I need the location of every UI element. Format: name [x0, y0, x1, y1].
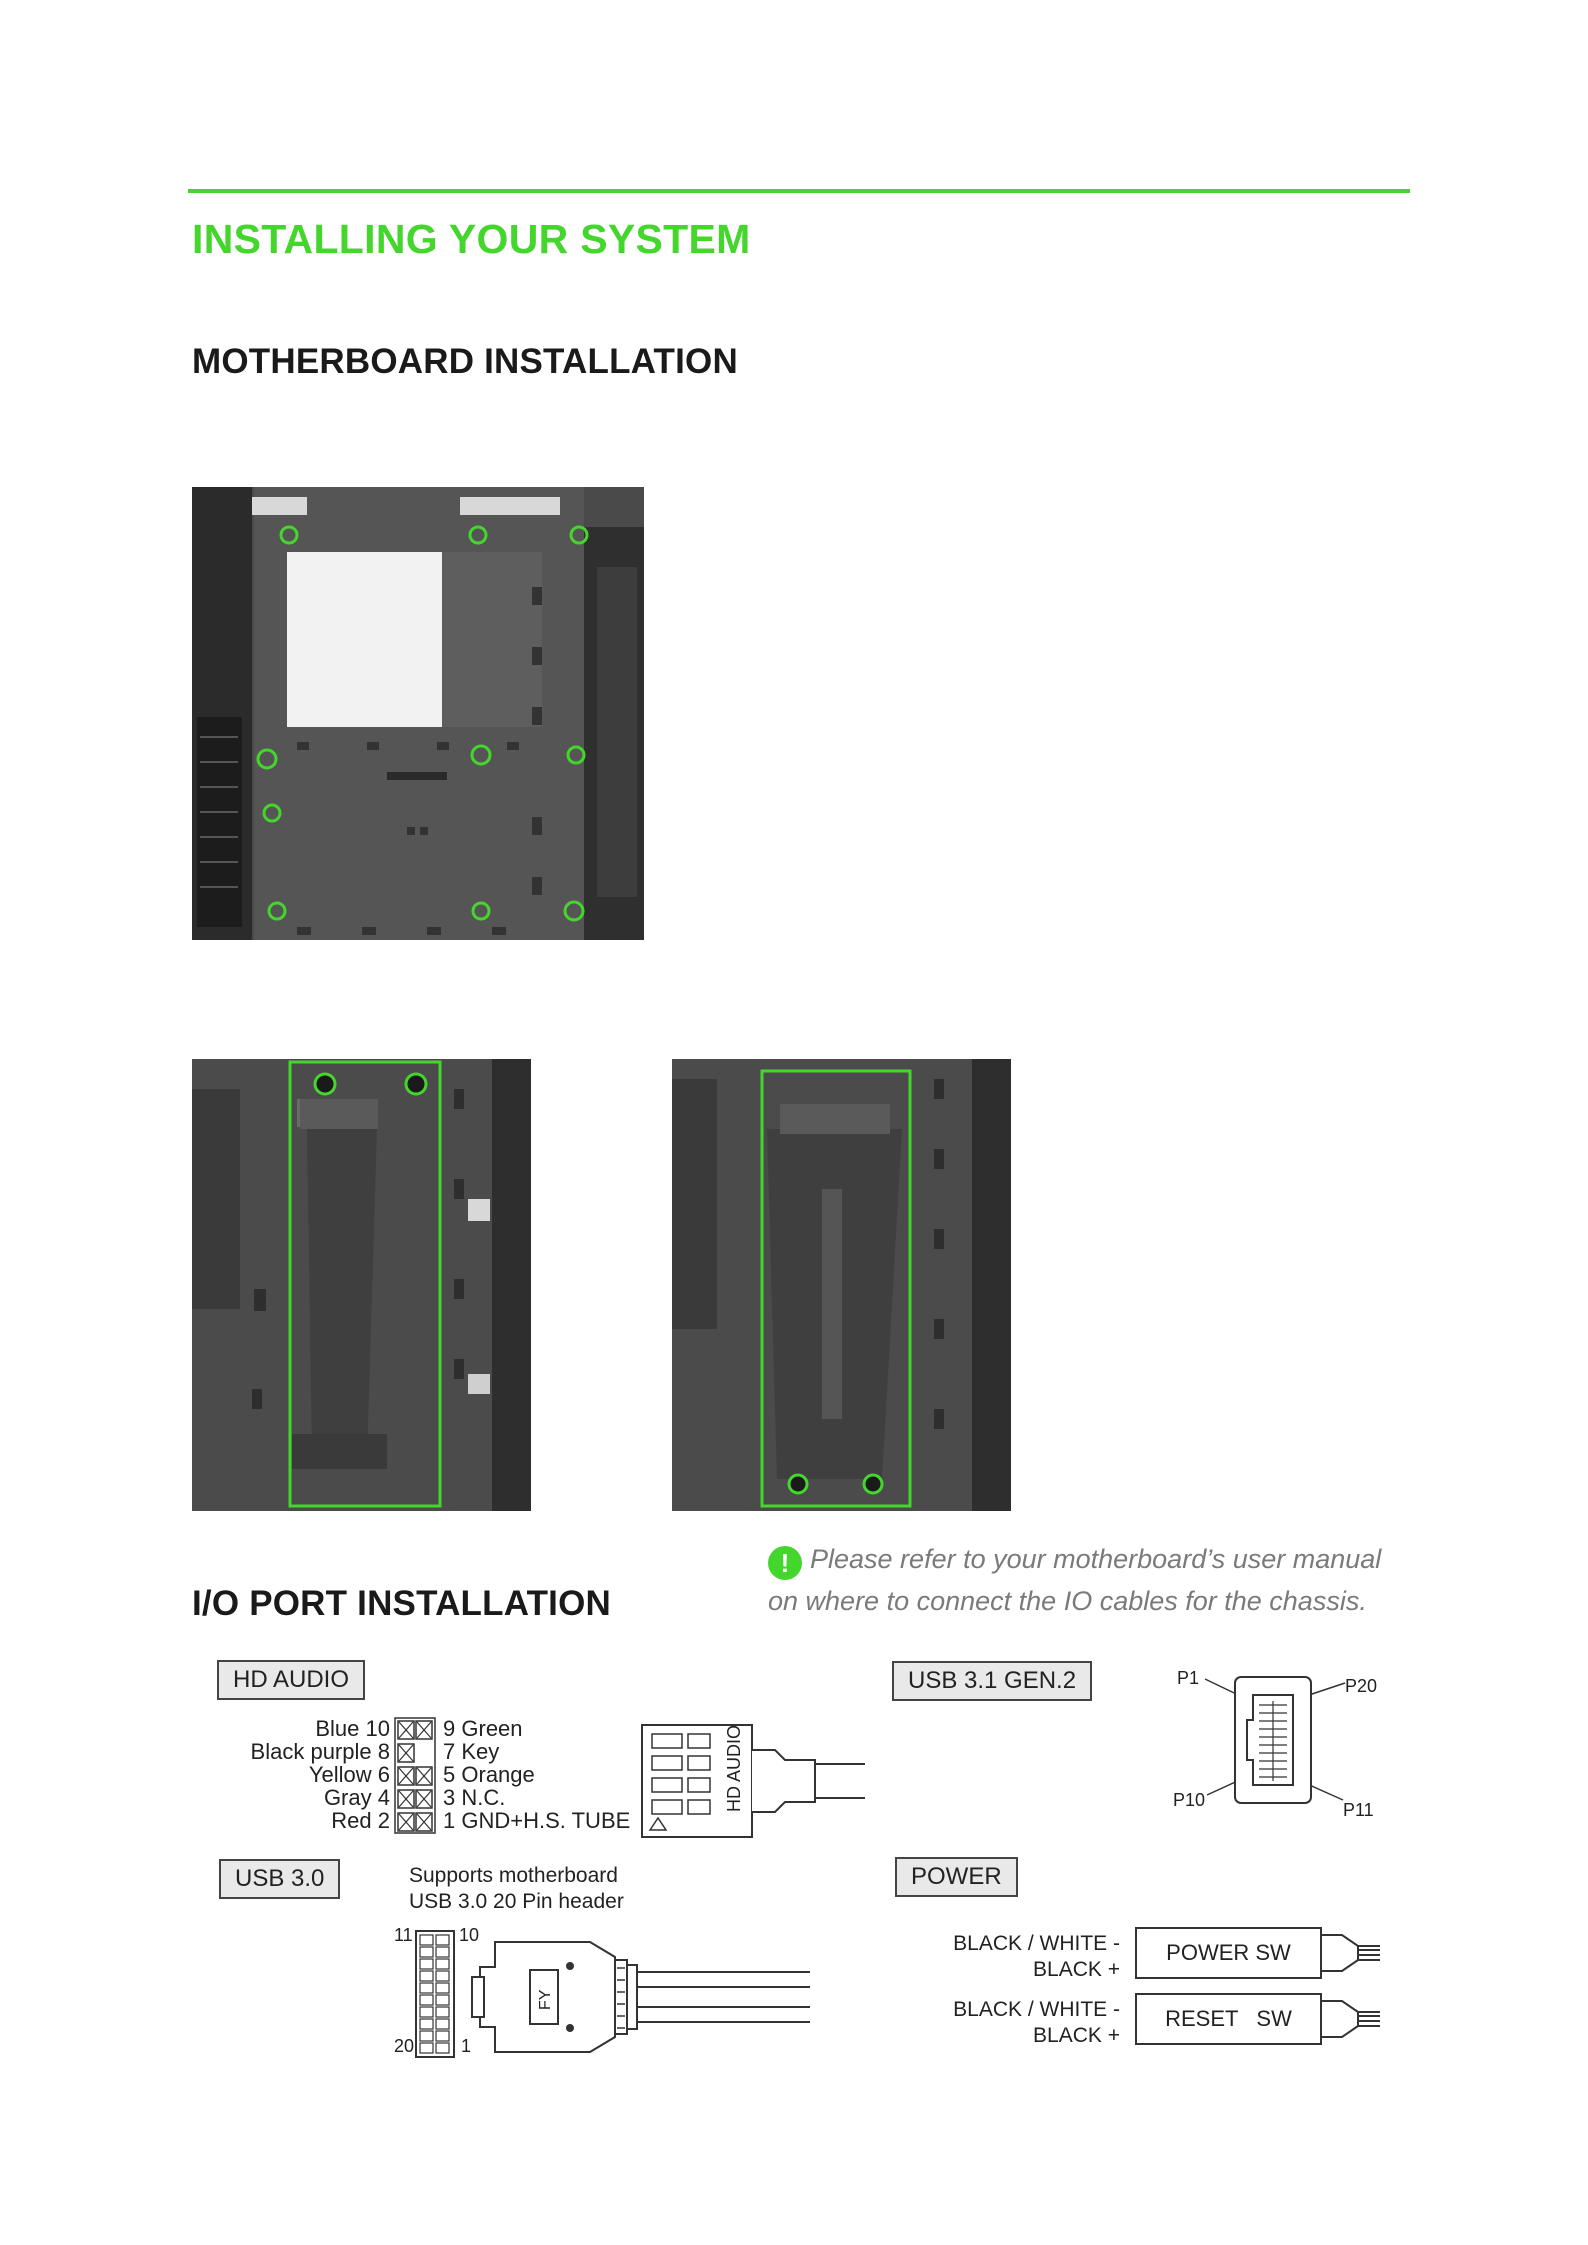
hd-audio-label: HD AUDIO — [217, 1660, 365, 1700]
reset-sw-box: RESET SW — [1135, 1993, 1322, 2045]
usb31-p20: P20 — [1345, 1676, 1378, 1696]
io-note-text: Please refer to your motherboard’s user manual on where to connect the IO cables for the chassis. — [768, 1544, 1382, 1616]
chassis-motherboard-standoffs-photo — [192, 487, 644, 940]
usb30-pin1: 1 — [461, 2036, 472, 2056]
usb30-desc-line2: USB 3.0 20 Pin header — [409, 1890, 624, 1913]
power-sw-wire2: BLACK + — [1033, 1958, 1120, 1981]
chassis-bracket-bottom-screws-photo — [672, 1059, 1011, 1511]
usb31-p1: P1 — [1177, 1668, 1200, 1688]
hd-audio-pin-header-diagram — [394, 1717, 436, 1835]
usb30-pin11: 11 — [394, 1925, 413, 1945]
io-port-installation-title: I/O PORT INSTALLATION — [192, 1584, 611, 1623]
usb30-pin-header-diagram — [415, 1930, 455, 2058]
usb30-plug-text: FY — [537, 1989, 554, 2010]
usb31-label: USB 3.1 GEN.2 — [892, 1661, 1092, 1701]
hd-audio-connector-text: HD AUDIO — [724, 1724, 744, 1812]
exclamation-icon: ! — [768, 1546, 802, 1580]
usb30-label: USB 3.0 — [219, 1859, 340, 1899]
usb30-desc-line1: Supports motherboard — [409, 1864, 618, 1887]
power-label: POWER — [895, 1857, 1018, 1897]
chassis-bracket-top-screws-photo — [192, 1059, 531, 1511]
reset-sw-wire-end — [1320, 1996, 1380, 2042]
power-sw-box: POWER SW — [1135, 1927, 1322, 1979]
power-sw-wire1: BLACK / WHITE - — [953, 1932, 1120, 1955]
usb30-pin10: 10 — [459, 1925, 480, 1945]
io-note — [768, 1538, 1408, 1622]
hd-audio-right-pin-names: 9 Green 7 Key 5 Orange 3 N.C. 1 GND+H.S. TUBE — [443, 1716, 631, 1833]
usb31-p11: P11 — [1343, 1800, 1374, 1820]
reset-sw-wire2: BLACK + — [1033, 2024, 1120, 2047]
usb30-connector-diagram — [470, 1932, 815, 2062]
motherboard-installation-title: MOTHERBOARD INSTALLATION — [192, 342, 738, 381]
header-rule — [188, 189, 1410, 193]
reset-sw-wire1: BLACK / WHITE - — [953, 1998, 1120, 2021]
hd-audio-connector-diagram — [640, 1720, 870, 1845]
usb31-p10: P10 — [1173, 1790, 1206, 1810]
power-sw-wire-end — [1320, 1930, 1380, 1976]
usb31-connector-diagram — [1195, 1665, 1355, 1815]
section-title: INSTALLING YOUR SYSTEM — [192, 216, 751, 262]
usb30-pin20: 20 — [394, 2036, 415, 2056]
hd-audio-left-pin-names: Blue 10 Black purple 8 Yellow 6 Gray 4 Red 2 — [250, 1716, 390, 1833]
